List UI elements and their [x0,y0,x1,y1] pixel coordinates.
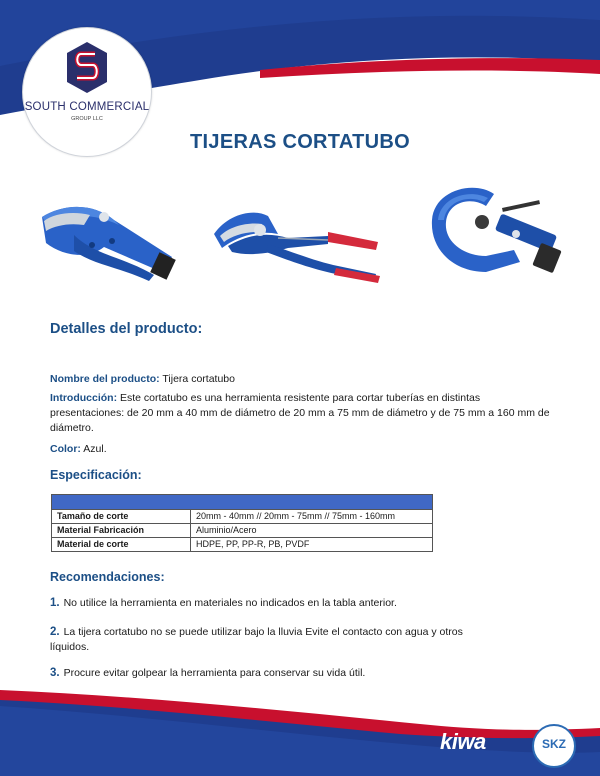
spec-key: Material Fabricación [52,524,191,538]
list-number: 2. [50,626,60,638]
spec-value: Aluminio/Acero [191,524,433,538]
spec-key: Material de corte [52,538,191,552]
table-row [52,538,433,552]
product-image-small-cutter [34,195,176,283]
skz-seal [532,724,576,768]
list-number: 1. [50,597,60,609]
footer-banner [0,676,600,776]
color-label: Color: [50,443,81,455]
table-row [52,524,433,538]
spec-heading: Especificación: [50,468,142,482]
product-name-line [50,372,550,387]
page-title: TIJERAS CORTATUBO [190,131,410,153]
product-image-ratchet-cutter [208,204,384,284]
brand-subtitle: GROUP LLC [71,116,103,122]
spec-key: Tamaño de corte [52,510,191,524]
spec-value: HDPE, PP, PP-R, PB, PVDF [191,538,433,552]
spec-value: 20mm - 40mm // 20mm - 75mm // 75mm - 160mm [191,510,433,524]
intro-paragraph [50,391,550,436]
kiwa-logo: kiwa [440,729,486,754]
list-item [50,596,490,611]
list-number: 3. [50,667,60,679]
recommendations-heading: Recomendaciones: [50,570,165,584]
brand-name: SOUTH COMMERCIAL [24,101,150,113]
table-row [52,510,433,524]
logo-mark-icon [65,40,109,96]
list-item [50,625,490,655]
intro-text: Este cortatubo es una herramienta resistente para cortar tuberías en distintas presentaciones: de 20 mm a 40 mm de diámetro de 20 mm a 75 mm de diámetro y de 75 mm a 160 mm de diámetro. [50,392,550,434]
product-name-value: Tijera cortatubo [162,373,235,385]
list-text: No utilice la herramienta en materiales no indicados en la tabla anterior. [63,597,397,609]
list-text: Procure evitar golpear la herramienta para conservar su vida útil. [63,667,366,679]
details-heading: Detalles del producto: [50,321,203,337]
color-line [50,442,550,457]
spec-table-header [52,495,433,510]
intro-label: Introducción: [50,392,118,404]
product-name-label: Nombre del producto: [50,373,160,385]
spec-table [51,494,433,552]
product-image-large-cutter [424,180,566,280]
color-value: Azul. [83,443,107,455]
skz-text: SKZ [542,737,566,751]
list-text: La tijera cortatubo no se puede utilizar bajo la lluvia Evite el contacto con agua y otros líquidos. [50,626,463,653]
